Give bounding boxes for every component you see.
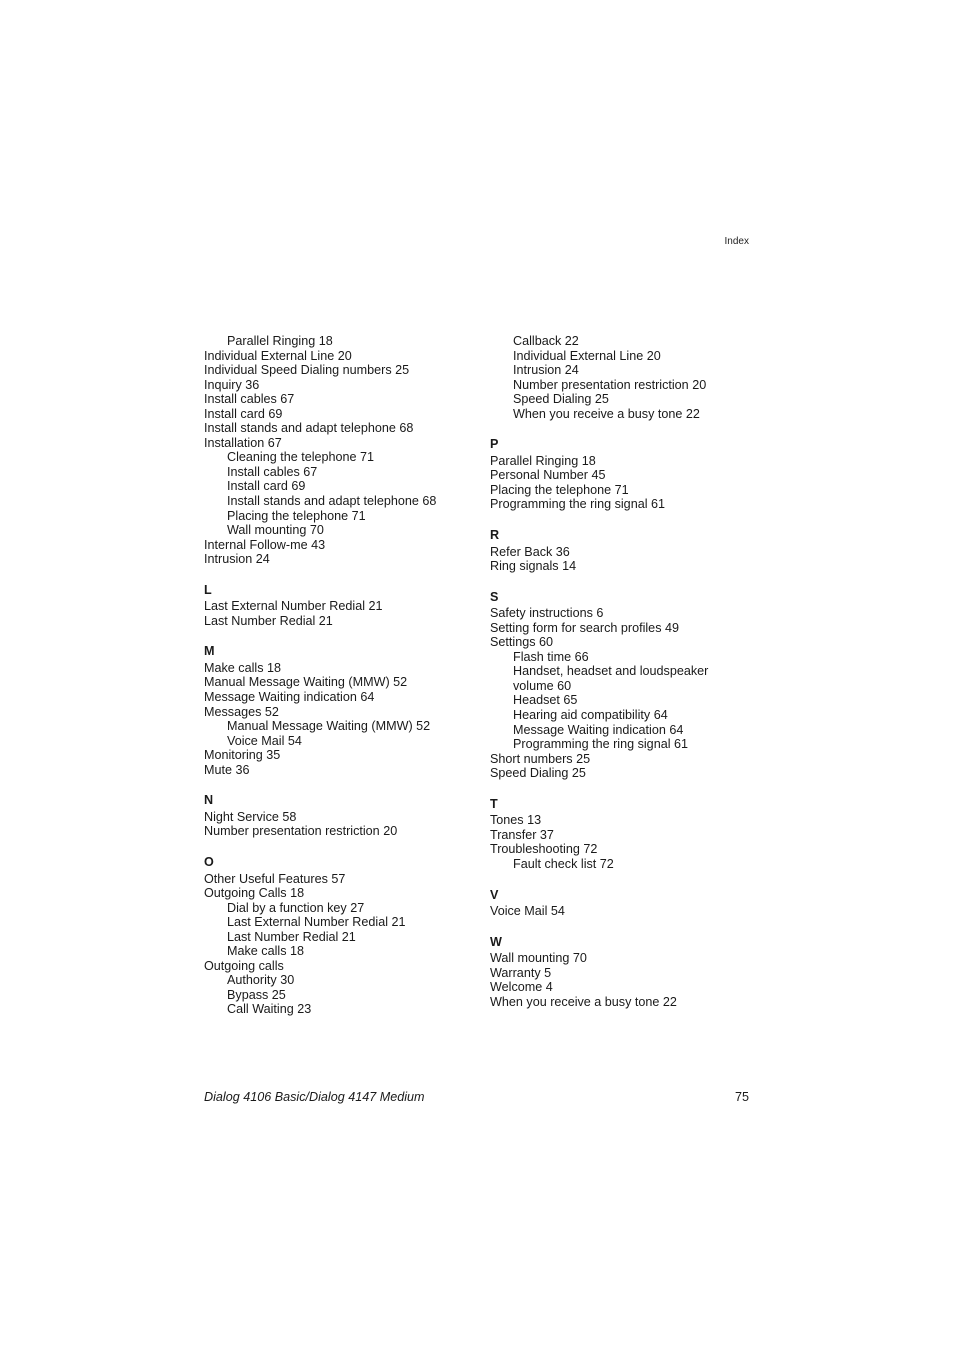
index-subentry: Call Waiting 23 bbox=[227, 1002, 312, 1017]
index-entry: Install card 69 bbox=[204, 406, 283, 421]
index-entry: Individual External Line 20 bbox=[204, 348, 352, 363]
index-subentry: Hearing aid compatibility 64 bbox=[513, 708, 668, 723]
index-entry: Manual Message Waiting (MMW) 52 bbox=[204, 675, 408, 690]
index-subentry: Programming the ring signal 61 bbox=[513, 737, 689, 752]
index-letter-heading: P bbox=[490, 437, 499, 452]
index-subentry: Intrusion 24 bbox=[513, 363, 579, 378]
index-letter-heading: V bbox=[490, 887, 499, 902]
index-subentry: Install stands and adapt telephone 68 bbox=[227, 494, 437, 509]
index-subentry: Message Waiting indication 64 bbox=[513, 722, 684, 737]
index-entry: Programming the ring signal 61 bbox=[490, 497, 666, 512]
index-entry: Number presentation restriction 20 bbox=[204, 824, 398, 839]
index-entry: Intrusion 24 bbox=[204, 552, 270, 567]
section-header: Index bbox=[724, 236, 749, 247]
index-entry: Short numbers 25 bbox=[490, 751, 591, 766]
index-entry: Inquiry 36 bbox=[204, 377, 260, 392]
index-entry: Messages 52 bbox=[204, 704, 279, 719]
index-entry: Message Waiting indication 64 bbox=[204, 690, 375, 705]
index-entry: Warranty 5 bbox=[490, 965, 552, 980]
index-letter-heading: R bbox=[490, 528, 500, 543]
index-entry: Night Service 58 bbox=[204, 809, 297, 824]
index-entry: Settings 60 bbox=[490, 635, 554, 650]
index-entry: Outgoing calls bbox=[204, 958, 284, 973]
index-subentry: Last External Number Redial 21 bbox=[227, 915, 406, 930]
index-letter-heading: O bbox=[204, 854, 214, 869]
index-letter-heading: S bbox=[490, 589, 499, 604]
index-entry: Other Useful Features 57 bbox=[204, 871, 346, 886]
index-entry: Voice Mail 54 bbox=[490, 904, 565, 919]
index-entry: Make calls 18 bbox=[204, 660, 281, 675]
index-letter-heading: M bbox=[204, 644, 215, 659]
index-entry: Individual Speed Dialing numbers 25 bbox=[204, 363, 410, 378]
index-entry: Monitoring 35 bbox=[204, 748, 281, 763]
index-subentry: Install cables 67 bbox=[227, 464, 318, 479]
index-subentry: Number presentation restriction 20 bbox=[513, 377, 707, 392]
index-letter-heading: N bbox=[204, 793, 214, 808]
index-entry: Setting form for search profiles 49 bbox=[490, 620, 679, 635]
index-entry: Mute 36 bbox=[204, 762, 250, 777]
index-subentry: Voice Mail 54 bbox=[227, 733, 302, 748]
index-subentry: Fault check list 72 bbox=[513, 856, 614, 871]
index-entry: When you receive a busy tone 22 bbox=[490, 994, 677, 1009]
index-entry: Installation 67 bbox=[204, 435, 282, 450]
index-entry: Transfer 37 bbox=[490, 827, 554, 842]
footer-document-title: Dialog 4106 Basic/Dialog 4147 Medium bbox=[204, 1090, 425, 1104]
index-subentry: volume 60 bbox=[513, 678, 572, 693]
index-subentry: Wall mounting 70 bbox=[227, 523, 324, 538]
index-entry: Ring signals 14 bbox=[490, 559, 577, 574]
index-entry: Last Number Redial 21 bbox=[204, 613, 333, 628]
index-entry: Parallel Ringing 18 bbox=[490, 453, 596, 468]
index-entry: Last External Number Redial 21 bbox=[204, 599, 383, 614]
index-column-right bbox=[490, 334, 760, 1009]
index-entry: Speed Dialing 25 bbox=[490, 766, 586, 781]
index-subentry: Dial by a function key 27 bbox=[227, 900, 365, 915]
index-subentry: Make calls 18 bbox=[227, 944, 304, 959]
index-subentry: Speed Dialing 25 bbox=[513, 392, 609, 407]
index-subentry: Callback 22 bbox=[513, 334, 579, 348]
index-subentry: Bypass 25 bbox=[227, 987, 286, 1002]
index-subentry: Individual External Line 20 bbox=[513, 348, 661, 363]
index-subentry: Authority 30 bbox=[227, 973, 295, 988]
index-subentry: Last Number Redial 21 bbox=[227, 929, 356, 944]
index-entry: Wall mounting 70 bbox=[490, 951, 587, 966]
index-entry: Placing the telephone 71 bbox=[490, 482, 629, 497]
index-entry: Refer Back 36 bbox=[490, 544, 570, 559]
index-column-left bbox=[204, 334, 474, 1017]
index-subentry: Handset, headset and loudspeaker bbox=[513, 664, 709, 679]
index-subentry: Headset 65 bbox=[513, 693, 578, 708]
index-entry: Outgoing Calls 18 bbox=[204, 886, 305, 901]
index-subentry: Manual Message Waiting (MMW) 52 bbox=[227, 719, 431, 734]
index-subentry: When you receive a busy tone 22 bbox=[513, 406, 700, 421]
page-number: 75 bbox=[734, 1090, 749, 1104]
index-entry: Safety instructions 6 bbox=[490, 606, 604, 621]
index-subentry: Parallel Ringing 18 bbox=[227, 334, 333, 348]
index-entry: Personal Number 45 bbox=[490, 468, 606, 483]
index-subentry: Flash time 66 bbox=[513, 649, 589, 664]
index-letter-heading: L bbox=[204, 582, 212, 597]
index-entry: Troubleshooting 72 bbox=[490, 842, 598, 857]
index-letter-heading: T bbox=[490, 796, 498, 811]
index-subentry: Cleaning the telephone 71 bbox=[227, 450, 375, 465]
index-entry: Install cables 67 bbox=[204, 392, 295, 407]
index-entry: Tones 13 bbox=[490, 813, 542, 828]
index-subentry: Install card 69 bbox=[227, 479, 306, 494]
index-subentry: Placing the telephone 71 bbox=[227, 508, 366, 523]
index-letter-heading: W bbox=[490, 934, 502, 949]
index-entry: Welcome 4 bbox=[490, 980, 553, 995]
index-entry: Install stands and adapt telephone 68 bbox=[204, 421, 414, 436]
index-entry: Internal Follow-me 43 bbox=[204, 537, 326, 552]
